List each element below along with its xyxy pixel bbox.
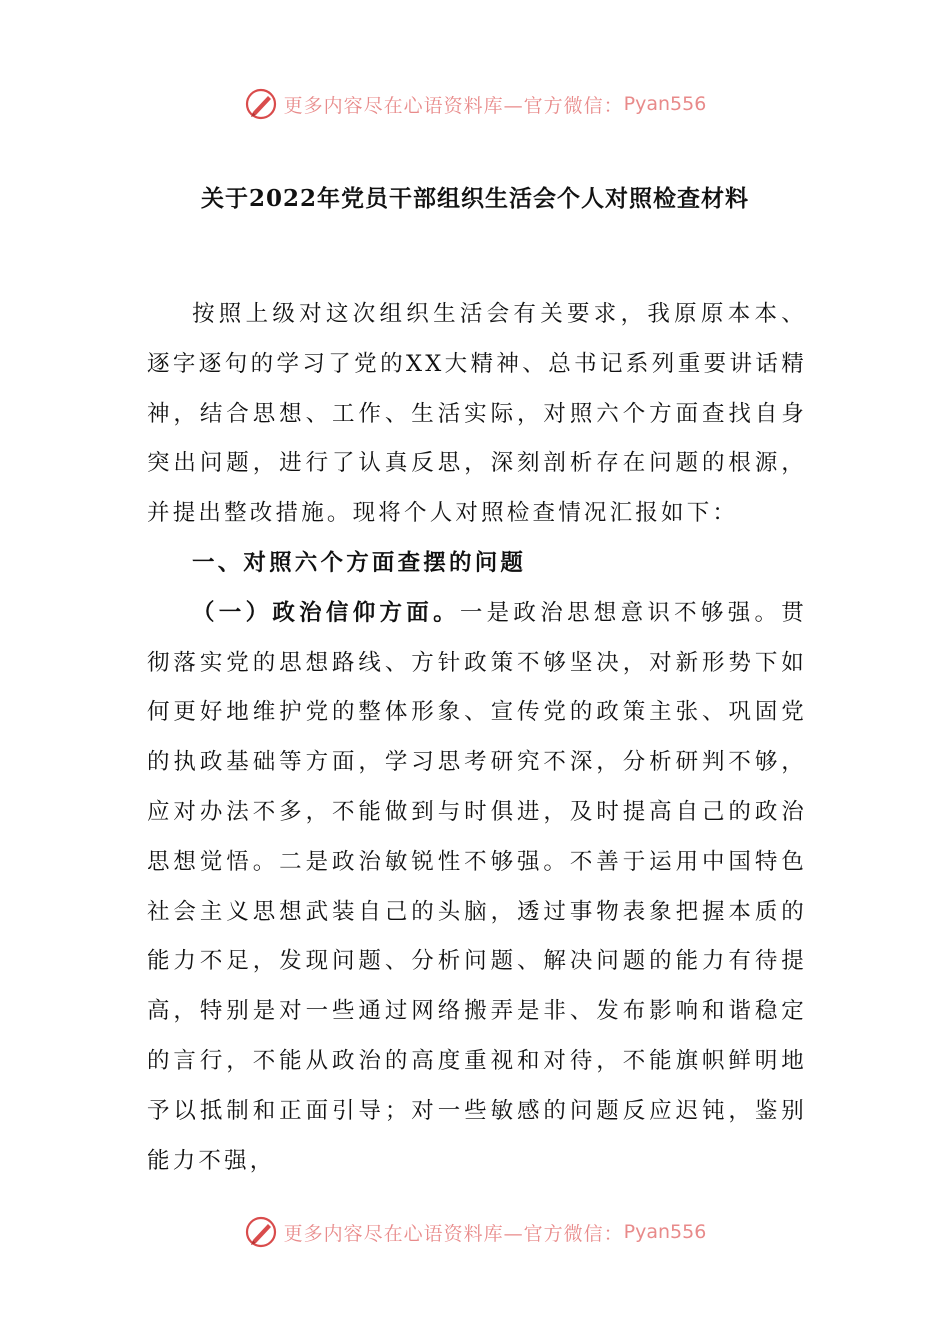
watermark-text: 更多内容尽在心语资料库—官方微信： [283,94,624,117]
section-heading: 一、对照六个方面查摆的问题 [192,549,527,576]
item-lead: （一）政治信仰方面。 [192,599,460,626]
pen-logo-icon [244,1215,278,1249]
watermark-wechat-id: Pyan556 [623,93,707,115]
intro-paragraph: 按照上级对这次组织生活会有关要求，我原原本本、逐字逐句的学习了党的XX大精神、总书记系列重要讲话精神，结合思想、工作、生活实际，对照六个方面查找自身突出问题，进行了认真反思，深刻剖析存在问题的根源，并提出整改措施。现将个人对照检查情况汇报如下： [147,301,807,527]
item-body: 一是政治思想意识不够强。贯彻落实党的思想路线、方针政策不够坚决，对新形势下如何更好地维护党的整体形象、宣传党的政策主张、巩固党的执政基础等方面，学习思考研究不深，分析研判不够，应对办法不多，不能做到与时俱进，及时提高自己的政治思想觉悟。二是政治敏锐性不够强。不善于运用中国特色社会主义思想武装自己的头脑，透过事物表象把握本质的能力不足，发现问题、分析问题、解决问题的能力有待提高，特别是对一些通过网络搬弄是非、发布影响和谐稳定的言行，不能从政治的高度重视和对待，不能旗帜鲜明地予以抵制和正面引导；对一些敏感的问题反应迟钝，鉴别能力不强， [147,599,807,1174]
watermark-header [0,84,950,124]
document-body [147,290,807,1186]
item-paragraph [147,589,807,1187]
document-title: 关于2022年党员干部组织生活会个人对照检查材料 [200,185,749,212]
pen-logo-icon [244,87,278,121]
watermark-footer [0,1212,950,1252]
watermark-wechat-id: Pyan556 [623,1221,707,1243]
watermark-text: 更多内容尽在心语资料库—官方微信： [283,1222,624,1245]
